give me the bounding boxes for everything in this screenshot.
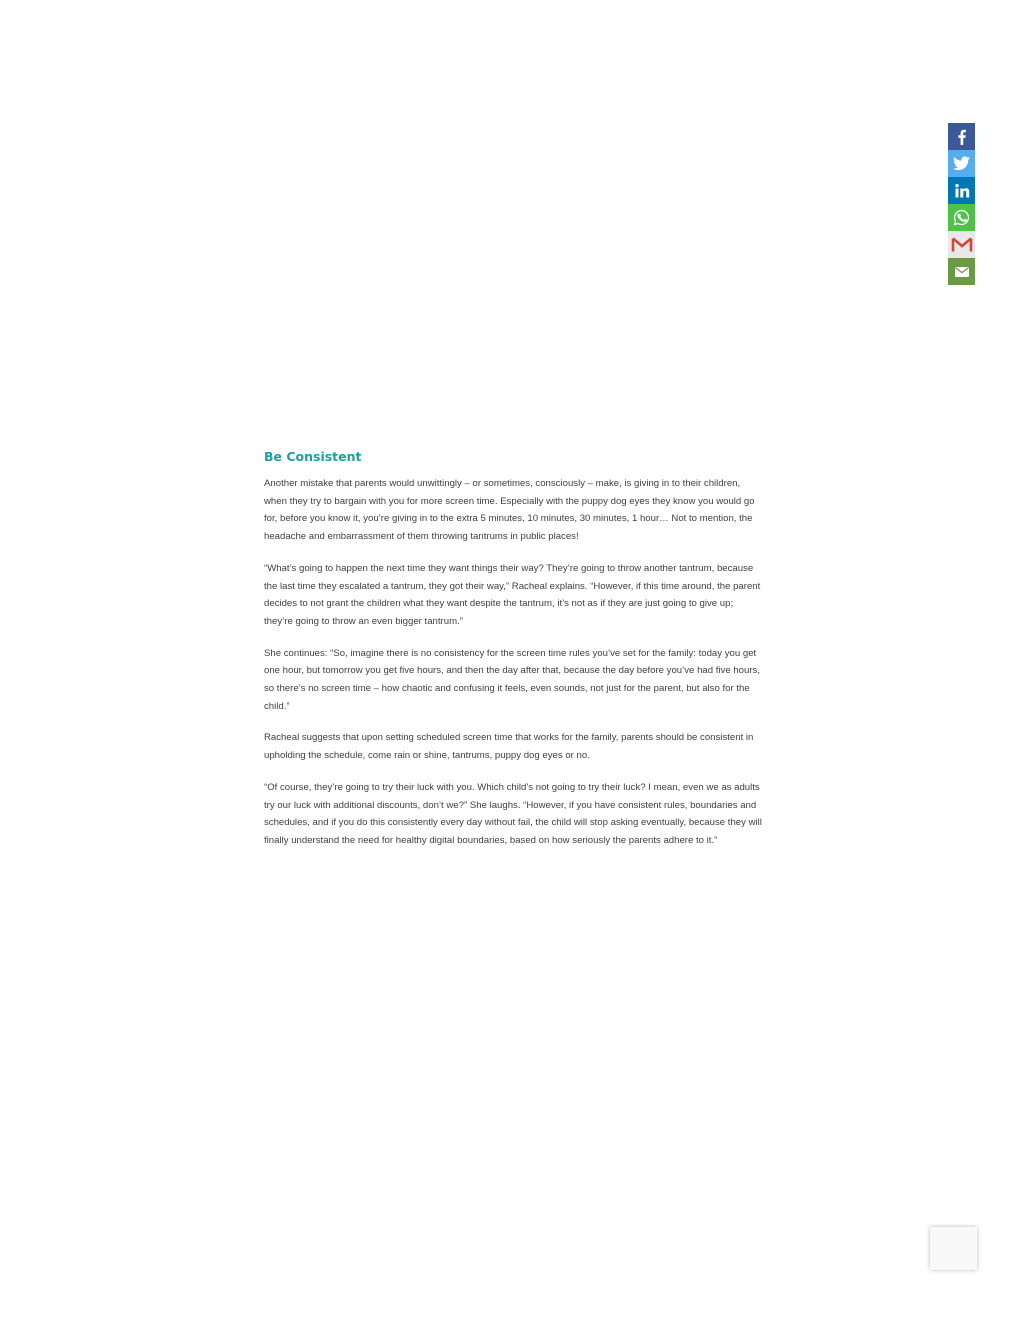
- article-paragraph-3: She continues: “So, imagine there is no consistency for the screen time rules you’ve set for the family: today you get one hour, but tomorrow you get five hours, and then the day after that, because the day before you’ve had five hours, so there’s no screen time – how chaotic and confusing it feels, even sounds, not just for the parent, but also for the child.”: [264, 647, 760, 712]
- article-paragraph-5: “Of course, they’re going to try their luck with you. Which child’s not going to try their luck? I mean, even we as adults try our luck with additional discounts, don’t we?” She laughs. “However, if you have consistent rules, boundaries and schedules, and if you do this consistently every day without fail, the child will stop asking eventually, because they will finally understand the need for healthy digital boundaries, based on how seriously the parents adhere to it.”: [264, 781, 762, 846]
- twitter-icon: [953, 156, 970, 171]
- article-paragraph-2: “What’s going to happen the next time they want things their way? They’re going to throw another tantrum, because the last time they escalated a tantrum, they got their way,” Racheal explains. “However, if this time around, the parent decides to not grant the children what they want despite the tantrum, it’s not as if they are just going to give up; they’re going to throw an even bigger tantrum.”: [264, 562, 761, 627]
- recaptcha-badge[interactable]: [930, 1227, 977, 1270]
- article-paragraph-4: Racheal suggests that upon setting scheduled screen time that works for the family, parents should be consistent in upholding the schedule, come rain or shine, tantrums, puppy dog eyes or no.: [264, 732, 754, 762]
- facebook-share-button[interactable]: [948, 123, 975, 150]
- whatsapp-share-button[interactable]: [948, 204, 975, 231]
- twitter-share-button[interactable]: [948, 150, 975, 177]
- email-icon: [955, 267, 969, 277]
- linkedin-share-button[interactable]: [948, 177, 975, 204]
- email-share-button[interactable]: [948, 258, 975, 285]
- gmail-share-button[interactable]: [948, 231, 975, 258]
- article: [264, 448, 764, 864]
- social-share-bar: [948, 123, 975, 285]
- linkedin-icon: [954, 183, 970, 199]
- article-paragraph-1: Another mistake that parents would unwittingly – or sometimes, consciously – make, is giving in to their children, when they try to bargain with you for more screen time. Especially with the puppy dog eyes they know you would go for, before you know it, you’re giving in to the extra 5 minutes, 10 minutes, 30 minutes, 1 hour… Not to mention, the headache and embarrassment of them throwing tantrums in public places!: [264, 478, 755, 543]
- section-heading: Be Consistent: [264, 449, 362, 464]
- facebook-icon: [954, 129, 970, 145]
- whatsapp-icon: [953, 209, 970, 226]
- gmail-icon: [951, 236, 973, 253]
